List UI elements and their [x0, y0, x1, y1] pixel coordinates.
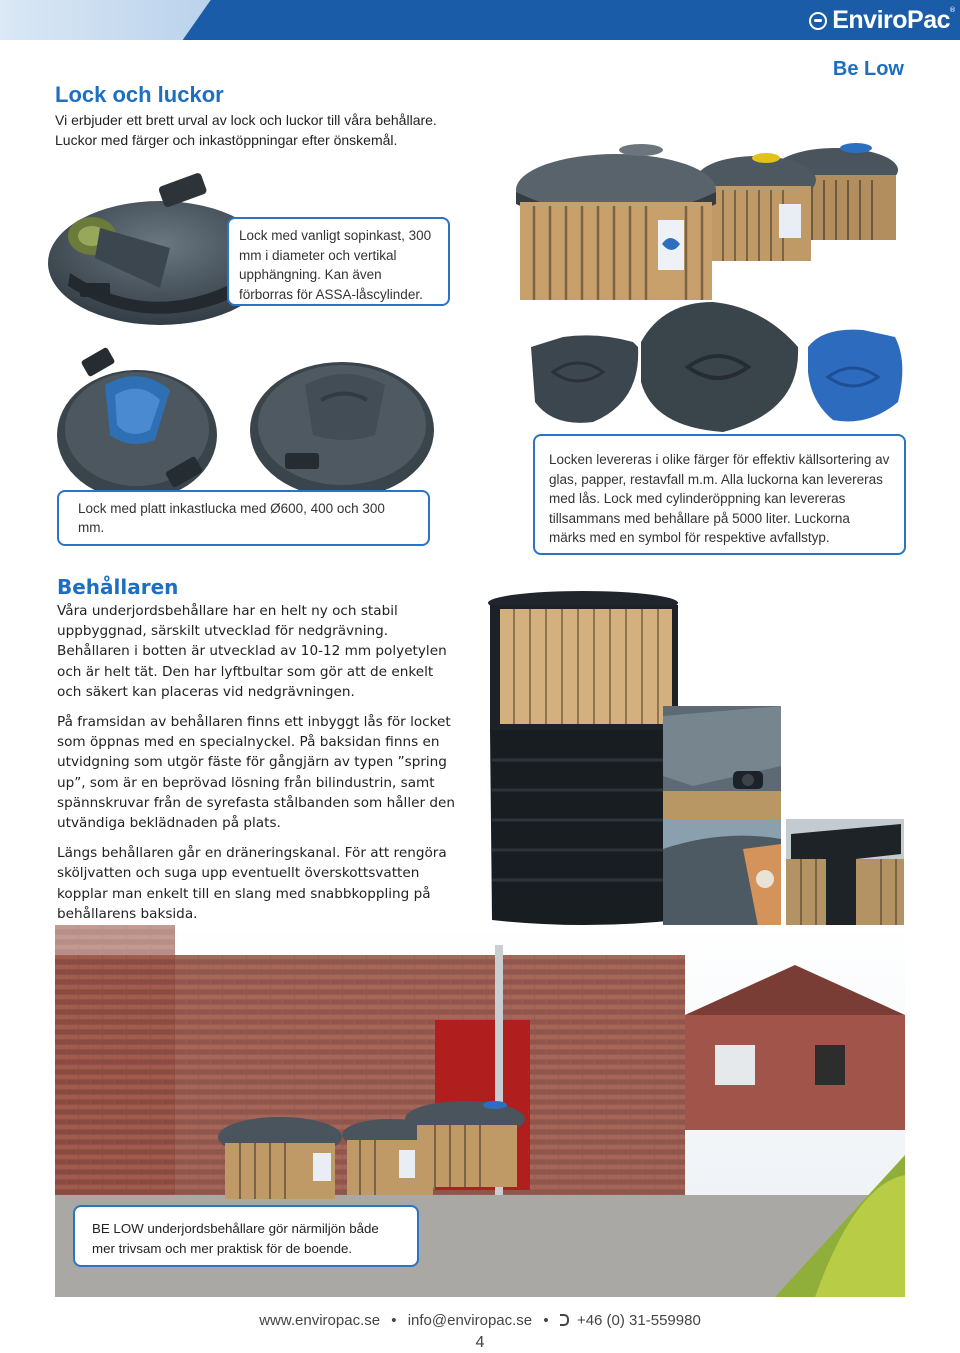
footer-separator: • [543, 1312, 549, 1329]
bracket-detail-photo [786, 819, 904, 926]
hatches-photo [523, 302, 910, 442]
callout-standard-lid-text: Lock med vanligt sopinkast, 300 mm i diameter och vertikal upphängning. Kan även förborras för ASSA-låscylinder. [239, 228, 432, 302]
header-light-panel [0, 0, 215, 40]
logo-registered-mark: ® [949, 6, 956, 14]
lock-detail-photo [663, 706, 781, 819]
callout-flat-lid-text: Lock med platt inkastlucka med Ø600, 400 och 300 mm. [78, 500, 385, 535]
callout-colors [533, 434, 906, 555]
logo-mark-icon [809, 12, 827, 30]
callout-colors-text: Locken levereras i olike färger för effektiv källsortering av glas, papper, restavfall m.m. Alla luckorna kan levereras med lås. Lock med cylinderöppning kan levereras tillsammans med behållare på 5000 liter. Luckorna märks med en symbol för respektive avfallstyp. [549, 452, 890, 545]
page-number: 4 [475, 1334, 485, 1351]
footer-contacts [0, 1312, 960, 1329]
phone-icon [560, 1314, 569, 1326]
enviropac-logo [809, 6, 956, 35]
logo-text: EnviroPac [832, 6, 950, 34]
callout-flat-lid [57, 490, 430, 546]
product-name: Be Low [832, 58, 904, 80]
footer-website[interactable]: www.enviropac.se [259, 1312, 381, 1329]
footer-phone[interactable]: +46 (0) 31-559980 [576, 1312, 701, 1329]
lids-intro [55, 110, 437, 150]
lids-intro-line2: Luckor med färger och inkastöppningar efter önskemål. [55, 132, 398, 148]
footer-separator: • [391, 1312, 397, 1329]
flat-lids-photo [55, 345, 435, 505]
container-paragraph-1: Våra underjordsbehållare har en helt ny och stabil uppbyggnad, särskilt utvecklad för nedgrävning. Behållaren i botten är utvecklad av 10-12 mm polyetylen och är helt tät. Den har lyftbultar som gör att de enkelt och säkert kan placeras vid nedgrävningen. [57, 603, 447, 700]
container-product-photo [478, 585, 678, 930]
callout-standard-lid [227, 217, 450, 306]
lids-heading: Lock och luckor [55, 82, 224, 107]
header-band [0, 0, 960, 40]
footer-email[interactable]: info@enviropac.se [407, 1312, 533, 1329]
street-photo-caption-text: BE LOW underjordsbehållare gör närmiljön både mer trivsam och mer praktisk för de boende. [92, 1221, 379, 1256]
container-heading: Behållaren [57, 575, 179, 599]
three-containers-photo [516, 140, 906, 305]
container-paragraph-2: På framsidan av behållaren finns ett inbyggt lås för locket som öppnas med en specialnyckel. På baksidan finns en utvidgning som utgör fäste för gångjärn av typen ”spring up”, som är en beprövad lösning från bilindustrin, samt spännskruvar från de syrefasta stålbanden som håller den utvändiga beklädnaden på plats. [57, 714, 455, 832]
container-body [57, 601, 457, 934]
street-photo-caption [73, 1205, 419, 1267]
lids-intro-line1: Vi erbjuder ett brett urval av lock och luckor till våra behållare. [55, 112, 437, 128]
container-paragraph-3: Längs behållaren går en dräneringskanal. För att rengöra sköljvatten och suga upp eventuellt överskottsvatten kopplar man enkelt till en slang med snabbkoppling på behållarens baksida. [57, 845, 447, 922]
hinge-detail-photo [663, 819, 781, 926]
